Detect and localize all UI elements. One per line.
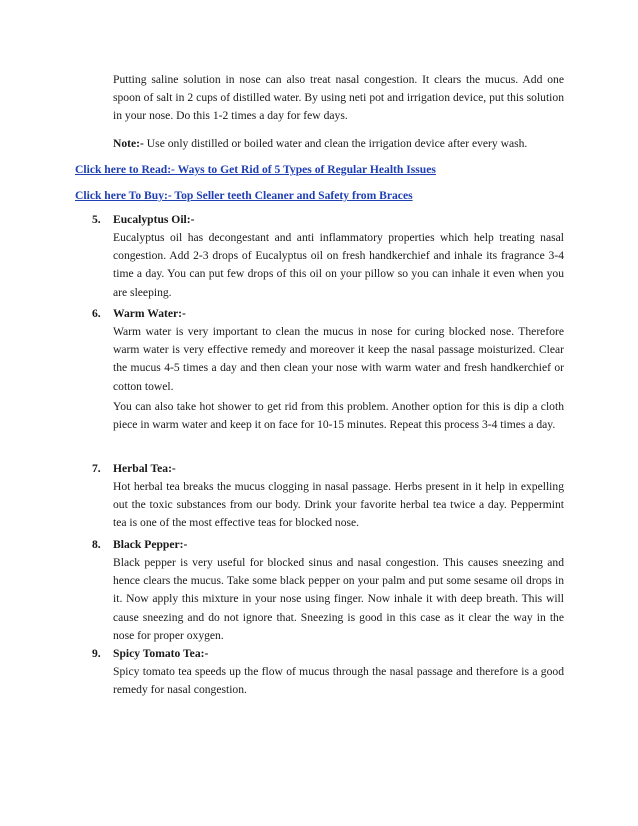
note-label: Note:- <box>113 137 144 150</box>
item-title: Spicy Tomato Tea:- <box>113 647 209 660</box>
buy-link[interactable]: Click here To Buy:- Top Seller teeth Cleaner and Safety from Braces <box>75 189 413 202</box>
item-body: Hot herbal tea breaks the mucus clogging in nasal passage. Herbs present in it help in expelling out the toxic substances from our body. Drink your favorite herbal tea twice a day. Peppermint tea is one of the most effective teas for blocked nose. <box>113 480 564 530</box>
item-number: 9. <box>92 647 101 660</box>
note-text: Use only distilled or boiled water and clean the irrigation device after every wash. <box>143 137 528 150</box>
item-title: Black Pepper:- <box>113 538 188 551</box>
item-body: Warm water is very important to clean the mucus in nose for curing blocked nose. Therefore warm water is very effective remedy and moreover it keep the nasal passage moisturized. Clear the mucus 4-5 times a day and then clean your nose with warm water and fresh handkerchief or cotton towel. <box>113 325 564 393</box>
item-body-continued: You can also take hot shower to get rid from this problem. Another option for this is dip a cloth piece in warm water and keep it on face for 10-15 minutes. Repeat this process 3-4 times a day. <box>113 400 564 432</box>
item-title: Warm Water:- <box>113 307 186 320</box>
intro-paragraph: Putting saline solution in nose can also treat nasal congestion. It clears the mucus. Add one spoon of salt in 2 cups of distilled water. By using neti pot and irrigation device, put this solution in your nose. Do this 1-2 times a day for few days. <box>113 73 564 123</box>
item-number: 6. <box>92 307 101 320</box>
item-body: Spicy tomato tea speeds up the flow of mucus through the nasal passage and therefore is a good remedy for nasal congestion. <box>113 665 564 697</box>
item-body: Eucalyptus oil has decongestant and anti inflammatory properties which help treating nasal congestion. Add 2-3 drops of Eucalyptus oil on fresh handkerchief and inhale its fragrance 3-4 time a day. You can put few drops of this oil on your pillow so you can inhale it even when you are sleeping. <box>113 231 564 299</box>
read-link[interactable]: Click here to Read:- Ways to Get Rid of 5 Types of Regular Health Issues <box>75 163 436 176</box>
item-title: Eucalyptus Oil:- <box>113 213 195 226</box>
item-number: 5. <box>92 213 101 226</box>
note-paragraph <box>113 135 564 153</box>
item-number: 7. <box>92 462 101 475</box>
item-title: Herbal Tea:- <box>113 462 176 475</box>
item-number: 8. <box>92 538 101 551</box>
item-body: Black pepper is very useful for blocked sinus and nasal congestion. This causes sneezing and hence clears the mucus. Take some black pepper on your palm and put some sesame oil drops in it. Now apply this mixture in your nose using finger. Now inhale it with deep breath. This will cause sneezing and do not ignore that. Sneezing is good in this case as it clear the way in the nose for proper oxygen. <box>113 556 564 642</box>
